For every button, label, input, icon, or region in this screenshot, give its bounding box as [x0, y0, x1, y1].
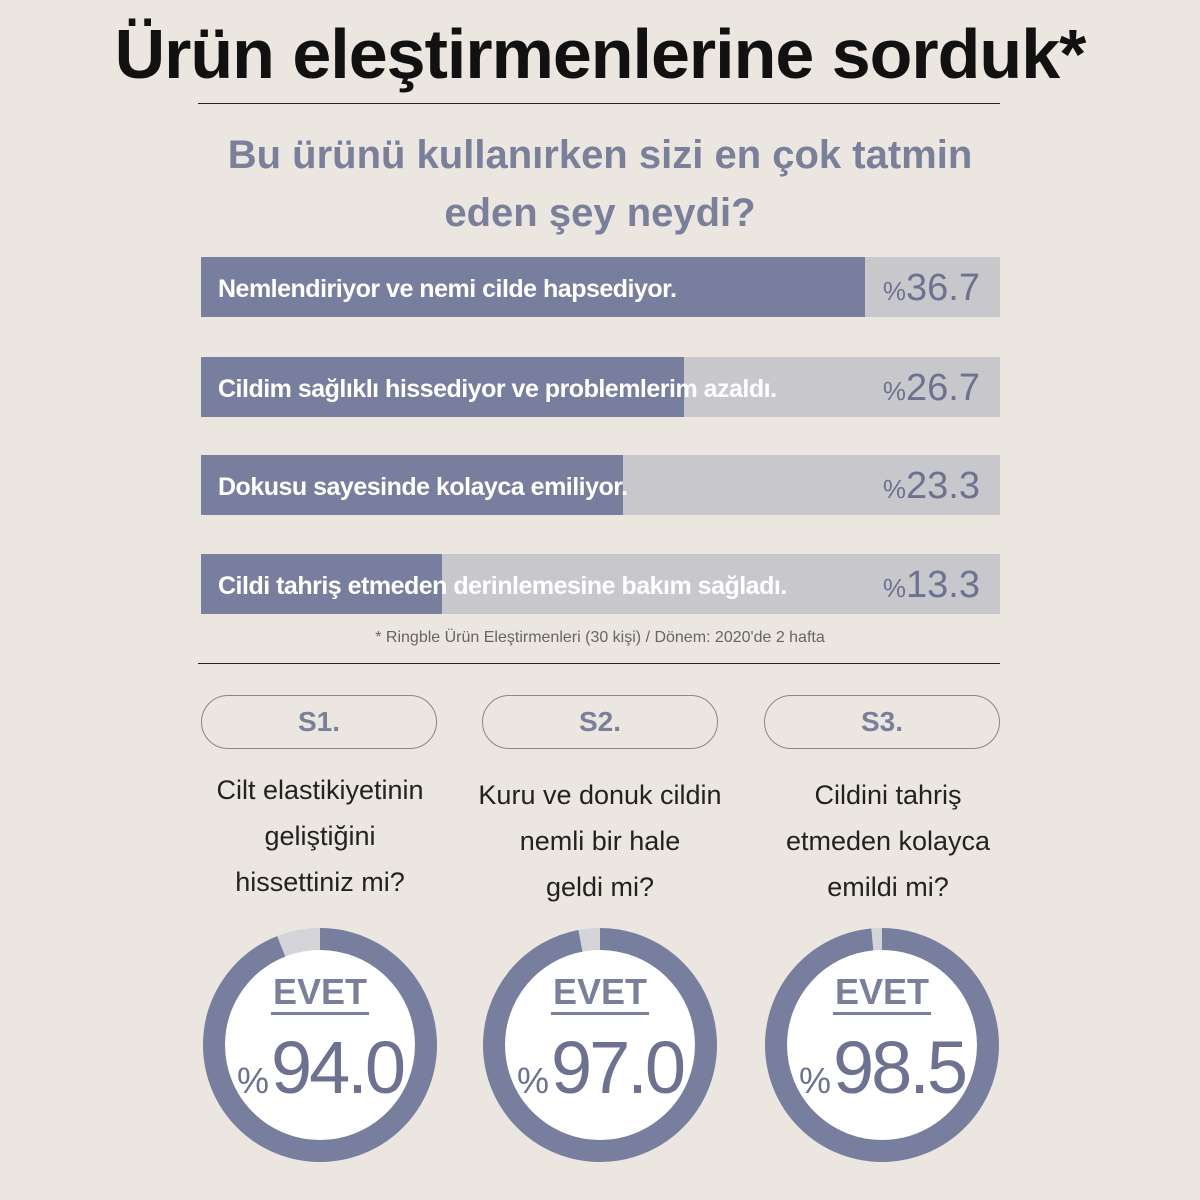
yes-no-question — [738, 772, 1038, 910]
donut-chart — [480, 925, 720, 1165]
survey-question-line-1: Bu ürünü kullanırken sizi en çok tatmin — [227, 133, 973, 177]
bar-row — [201, 554, 1000, 614]
yes-no-question — [170, 767, 470, 905]
percent-sign: % — [236, 1060, 269, 1101]
bar-value-label — [883, 357, 980, 417]
footnote: * Ringble Ürün Eleştirmenleri (30 kişi) / Dönem: 2020'de 2 hafta — [375, 629, 825, 646]
percent-sign: % — [798, 1060, 831, 1101]
question-line: geliştiğini — [264, 821, 376, 851]
page-title: Ürün eleştirmenlerine sorduk* — [114, 15, 1086, 93]
bar-label: Cildim sağlıklı hissediyor ve problemlerim azaldı. — [218, 375, 777, 403]
bar-value: 23.3 — [906, 465, 980, 507]
divider-top — [198, 103, 1000, 104]
bar-value-label — [883, 554, 980, 614]
donut-value-label — [200, 1025, 440, 1110]
donut-label — [480, 971, 720, 1013]
donut-label-text: EVET — [551, 971, 649, 1015]
survey-question — [150, 126, 1050, 242]
bar-value-label — [883, 257, 980, 317]
donut-label — [762, 971, 1002, 1013]
percent-sign: % — [882, 474, 907, 504]
survey-question-line-2: eden şey neydi? — [444, 191, 756, 235]
bar-row — [201, 257, 1000, 317]
divider-middle — [198, 663, 1000, 664]
percent-sign: % — [882, 276, 907, 306]
donut-value: 98.5 — [832, 1026, 966, 1109]
question-tag: S3. — [764, 695, 1000, 749]
question-line: hissettiniz mi? — [235, 867, 405, 897]
bar-label: Dokusu sayesinde kolayca emiliyor. — [218, 473, 628, 501]
bar-value: 13.3 — [906, 564, 980, 606]
donut-label-text: EVET — [833, 971, 931, 1015]
question-tag: S2. — [482, 695, 718, 749]
percent-sign: % — [882, 573, 907, 603]
donut-chart — [762, 925, 1002, 1165]
question-line: nemli bir hale — [519, 826, 681, 856]
question-line: emildi mi? — [827, 872, 949, 902]
question-line: etmeden kolayca — [785, 826, 991, 856]
question-line: Cildini tahriş — [814, 780, 962, 810]
bar-value: 36.7 — [906, 267, 980, 309]
donut-chart — [200, 925, 440, 1165]
donut-value-label — [762, 1025, 1002, 1110]
percent-sign: % — [516, 1060, 549, 1101]
donut-label — [200, 971, 440, 1013]
bar-value: 26.7 — [906, 367, 980, 409]
bar-value-label — [883, 455, 980, 515]
percent-sign: % — [882, 376, 907, 406]
bar-row — [201, 357, 1000, 417]
bar-label: Nemlendiriyor ve nemi cilde hapsediyor. — [218, 275, 677, 303]
donut-value-label — [480, 1025, 720, 1110]
question-tag: S1. — [201, 695, 437, 749]
donut-value: 94.0 — [270, 1026, 404, 1109]
bar-row — [201, 455, 1000, 515]
bar-label: Cildi tahriş etmeden derinlemesine bakım sağladı. — [218, 572, 787, 600]
yes-no-question — [450, 772, 750, 910]
question-line: Kuru ve donuk cildin — [478, 780, 722, 810]
question-line: Cilt elastikiyetinin — [216, 775, 424, 805]
question-line: geldi mi? — [545, 872, 655, 902]
donut-label-text: EVET — [271, 971, 369, 1015]
donut-value: 97.0 — [550, 1026, 684, 1109]
